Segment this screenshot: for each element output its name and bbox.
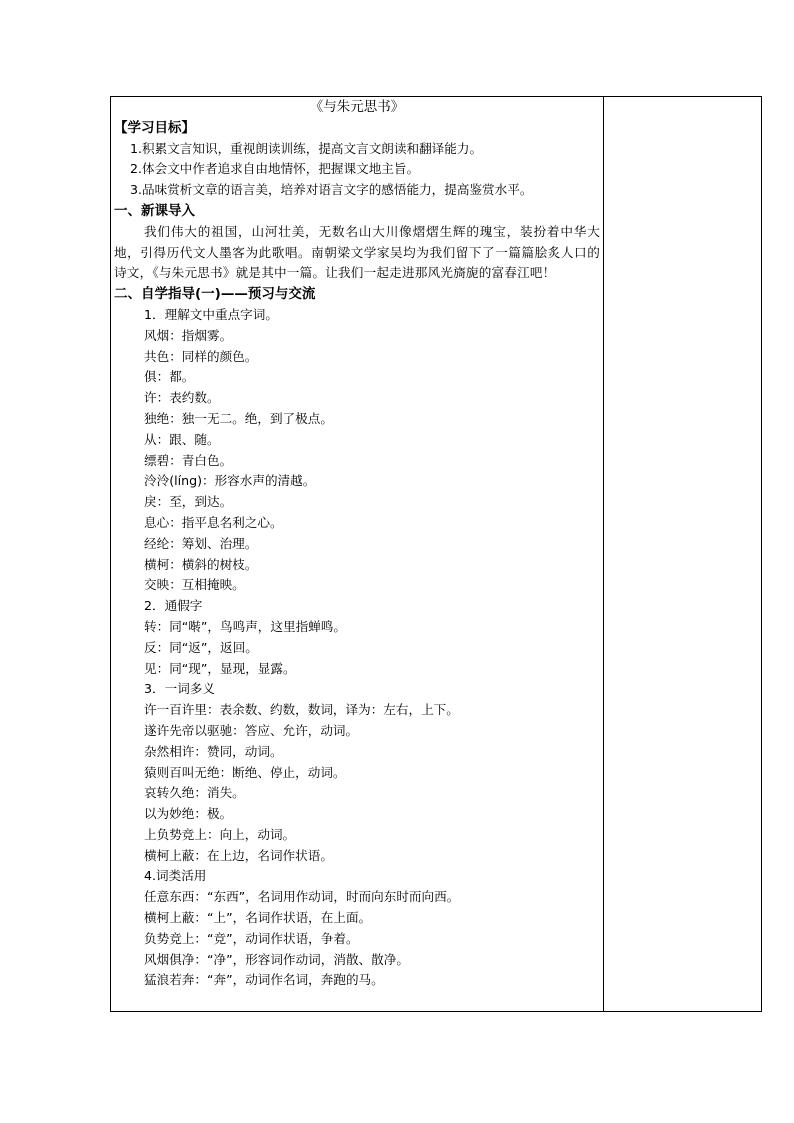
vocab-line: 任意东西：“东西”，名词用作动词，时而向东时而向西。 bbox=[144, 889, 460, 905]
vocab-line: 反：同“返”，返回。 bbox=[144, 639, 258, 655]
vocab-line: 息心：指平息名利之心。 bbox=[144, 514, 283, 530]
vocab-line: 1．理解文中重点字词。 bbox=[144, 306, 278, 322]
vocab-line: 交映：互相掩映。 bbox=[144, 577, 245, 593]
vocab-line: 转：同“啭”，鸟鸣声，这里指蝉鸣。 bbox=[144, 618, 346, 634]
vocab-line: 泠泠(líng)：形容水声的清越。 bbox=[144, 473, 316, 489]
vocab-line: 见：同“现”，显现，显露。 bbox=[144, 660, 296, 676]
main-column bbox=[114, 97, 600, 991]
vocab-line: 哀转久绝：消失。 bbox=[144, 785, 245, 801]
vocab-line: 横柯上蔽：“上”，名词作状语，在上面。 bbox=[144, 910, 372, 926]
vocab-line: 2．通假字 bbox=[144, 598, 203, 614]
vocab-line: 经纶：筹划、治理。 bbox=[144, 535, 258, 551]
intro-paragraph: 我们伟大的祖国，山河壮美，无数名山大川像熠熠生辉的瑰宝，装扮着中华大地，引得历代文人墨客为此歌唱。南朝梁文学家吴均为我们留下了一篇篇脍炙人口的诗文，《与朱元思书》就是其中一篇。让我们一起走进那风光旖旎的富春江吧！ bbox=[114, 223, 600, 281]
section2-heading: 二、自学指导(一)——预习与交流 bbox=[114, 286, 316, 303]
vocab-line: 横柯上蔽：在上边，名词作状语。 bbox=[144, 847, 333, 863]
objectives-heading: 【学习目标】 bbox=[114, 119, 195, 136]
section1-heading: 一、新课导入 bbox=[114, 202, 195, 219]
vocab-line: 许：表约数。 bbox=[144, 390, 220, 406]
vocab-line: 3．一词多义 bbox=[144, 681, 215, 697]
vocab-line: 许一百许里：表余数、约数，数词，译为：左右，上下。 bbox=[144, 702, 459, 718]
page-title: 《与朱元思书》 bbox=[309, 99, 405, 115]
vocab-line: 戾：至，到达。 bbox=[144, 494, 233, 510]
vocab-line: 横柯：横斜的树枝。 bbox=[144, 556, 258, 572]
vocab-list bbox=[114, 305, 600, 991]
vocab-line: 上负势竞上：向上，动词。 bbox=[144, 826, 296, 842]
vocab-line: 遂许先帝以驱驰：答应、允许，动词。 bbox=[144, 722, 359, 738]
vocab-line: 独绝：独一无二。绝，到了极点。 bbox=[144, 410, 333, 426]
vocab-line: 杂然相许：赞同，动词。 bbox=[144, 743, 283, 759]
table-column-divider bbox=[603, 96, 604, 1012]
vocab-line: 风烟：指烟雾。 bbox=[144, 327, 233, 343]
vocab-line: 负势竞上：“竞”，动词作状语，争着。 bbox=[144, 930, 359, 946]
objective-item: 3.品味赏析文章的语言美，培养对语言文字的感悟能力，提高鉴赏水平。 bbox=[130, 182, 533, 198]
vocab-line: 猛浪若奔：“奔”，动词作名词，奔跑的马。 bbox=[144, 972, 384, 988]
vocab-line: 俱：都。 bbox=[144, 369, 195, 385]
vocab-line: 猿则百叫无绝：断绝、停止，动词。 bbox=[144, 764, 346, 780]
vocab-line: 从：跟、随。 bbox=[144, 431, 220, 447]
vocab-line: 4.词类活用 bbox=[144, 868, 207, 884]
objective-item: 2.体会文中作者追求自由地情怀，把握课文地主旨。 bbox=[130, 161, 420, 177]
vocab-line: 共色：同样的颜色。 bbox=[144, 348, 258, 364]
objective-item: 1.积累文言知识，重视朗读训练，提高文言文朗读和翻译能力。 bbox=[130, 140, 483, 156]
vocab-line: 风烟俱净：“净”，形容词作动词，消散、散净。 bbox=[144, 951, 409, 967]
vocab-line: 以为妙绝：极。 bbox=[144, 806, 233, 822]
vocab-line: 缥碧：青白色。 bbox=[144, 452, 233, 468]
